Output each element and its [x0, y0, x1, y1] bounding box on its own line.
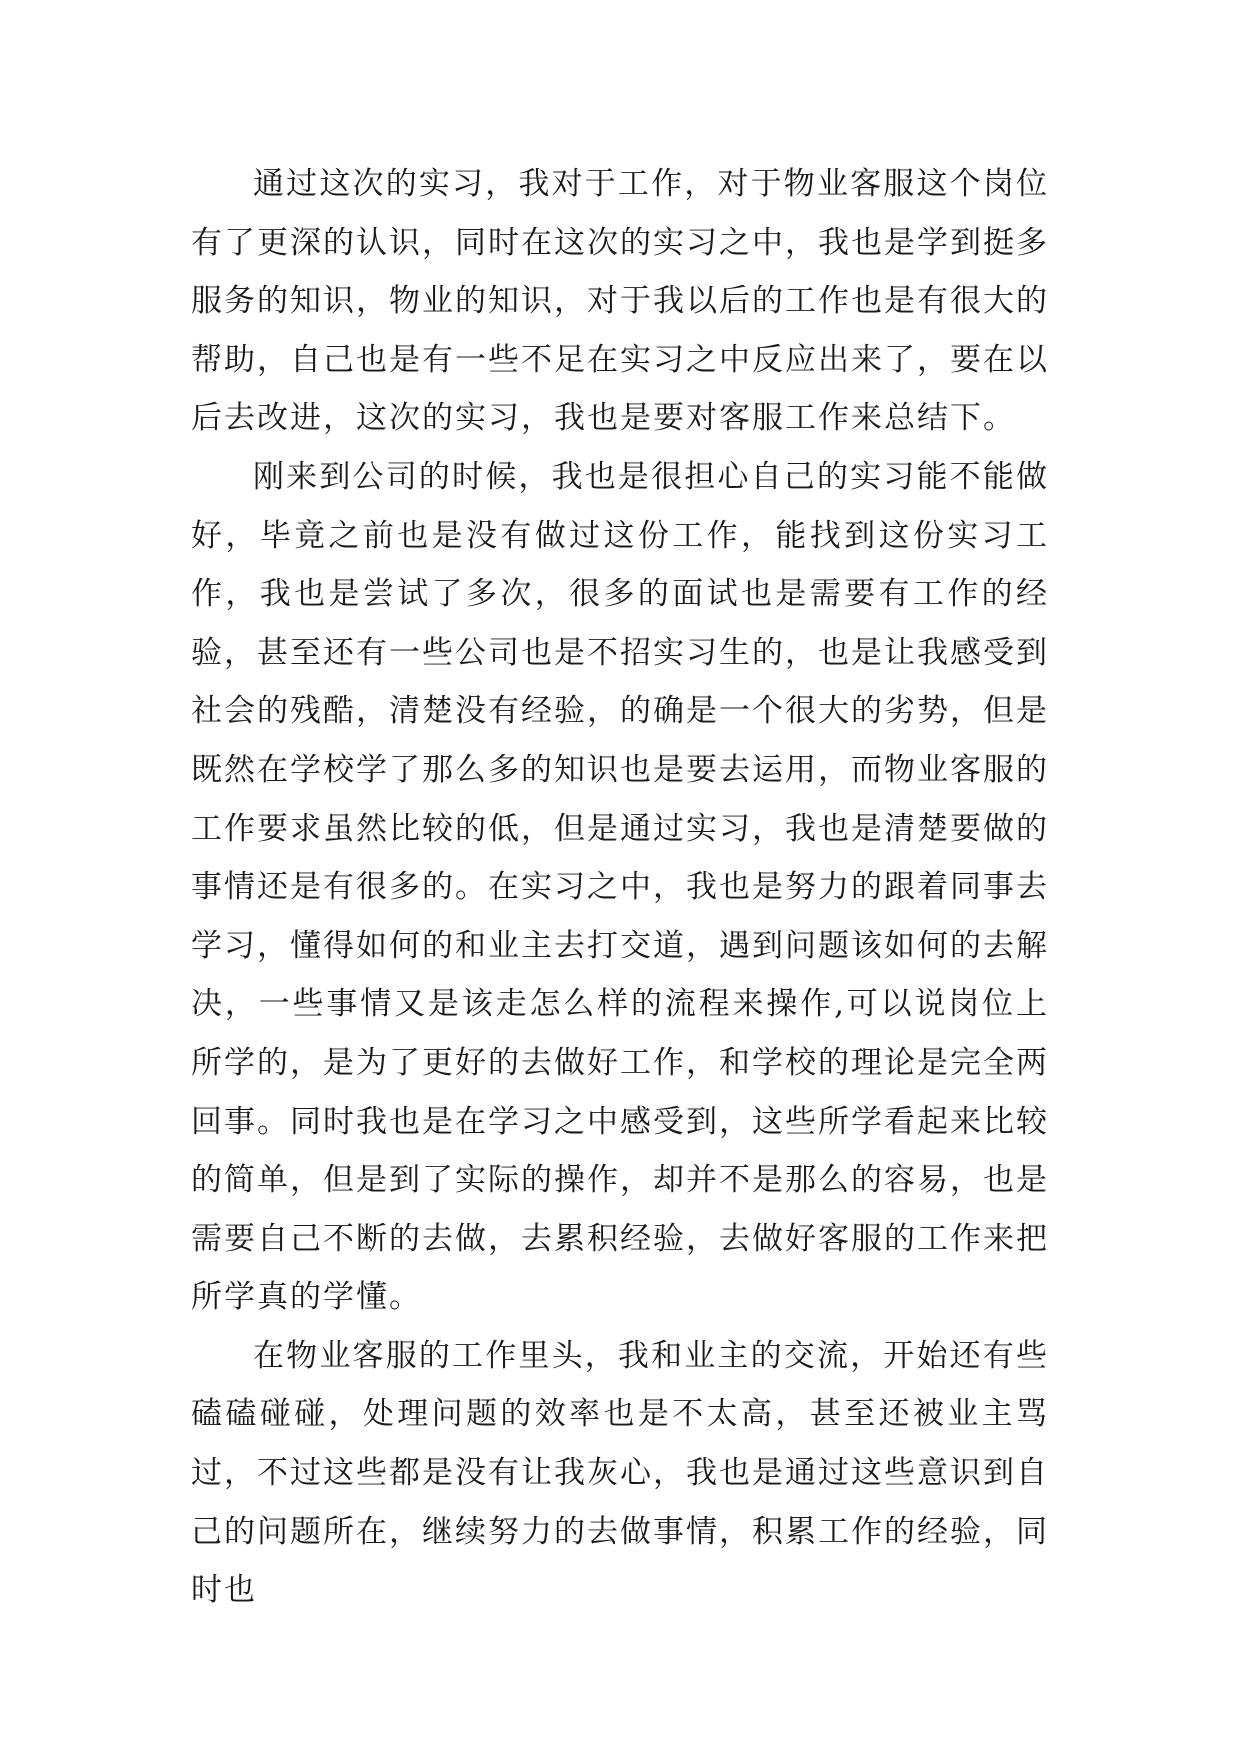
paragraph-3: 在物业客服的工作里头，我和业主的交流，开始还有些磕磕碰碰，处理问题的效率也是不太高，甚至还被业主骂过，不过这些都是没有让我灰心，我也是通过这些意识到自己的问题所在，继续努力的去做事情，积累工作的经验，同时也 [191, 1337, 1049, 1609]
document-body [191, 155, 1049, 1620]
paragraph-2: 刚来到公司的时候，我也是很担心自己的实习能不能做好，毕竟之前也是没有做过这份工作，能找到这份实习工作，我也是尝试了多次，很多的面试也是需要有工作的经验，甚至还有一些公司也是不招实习生的，也是让我感受到社会的残酷，清楚没有经验，的确是一个很大的劣势，但是既然在学校学了那么多的知识也是要去运用，而物业客服的工作要求虽然比较的低，但是通过实习，我也是清楚要做的事情还是有很多的。在实习之中，我也是努力的跟着同事去学习，懂得如何的和业主去打交道，遇到问题该如何的去解决，一些事情又是该走怎么样的流程来操作,可以说岗位上所学的，是为了更好的去做好工作，和学校的理论是完全两回事。同时我也是在学习之中感受到，这些所学看起来比较的简单，但是到了实际的操作，却并不是那么的容易，也是需要自己不断的去做，去累积经验，去做好客服的工作来把所学真的学懂。 [191, 458, 1049, 1316]
paragraph-1: 通过这次的实习，我对于工作，对于物业客服这个岗位有了更深的认识，同时在这次的实习之中，我也是学到挺多服务的知识，物业的知识，对于我以后的工作也是有很大的帮助，自己也是有一些不足在实习之中反应出来了，要在以后去改进，这次的实习，我也是要对客服工作来总结下。 [191, 166, 1049, 437]
